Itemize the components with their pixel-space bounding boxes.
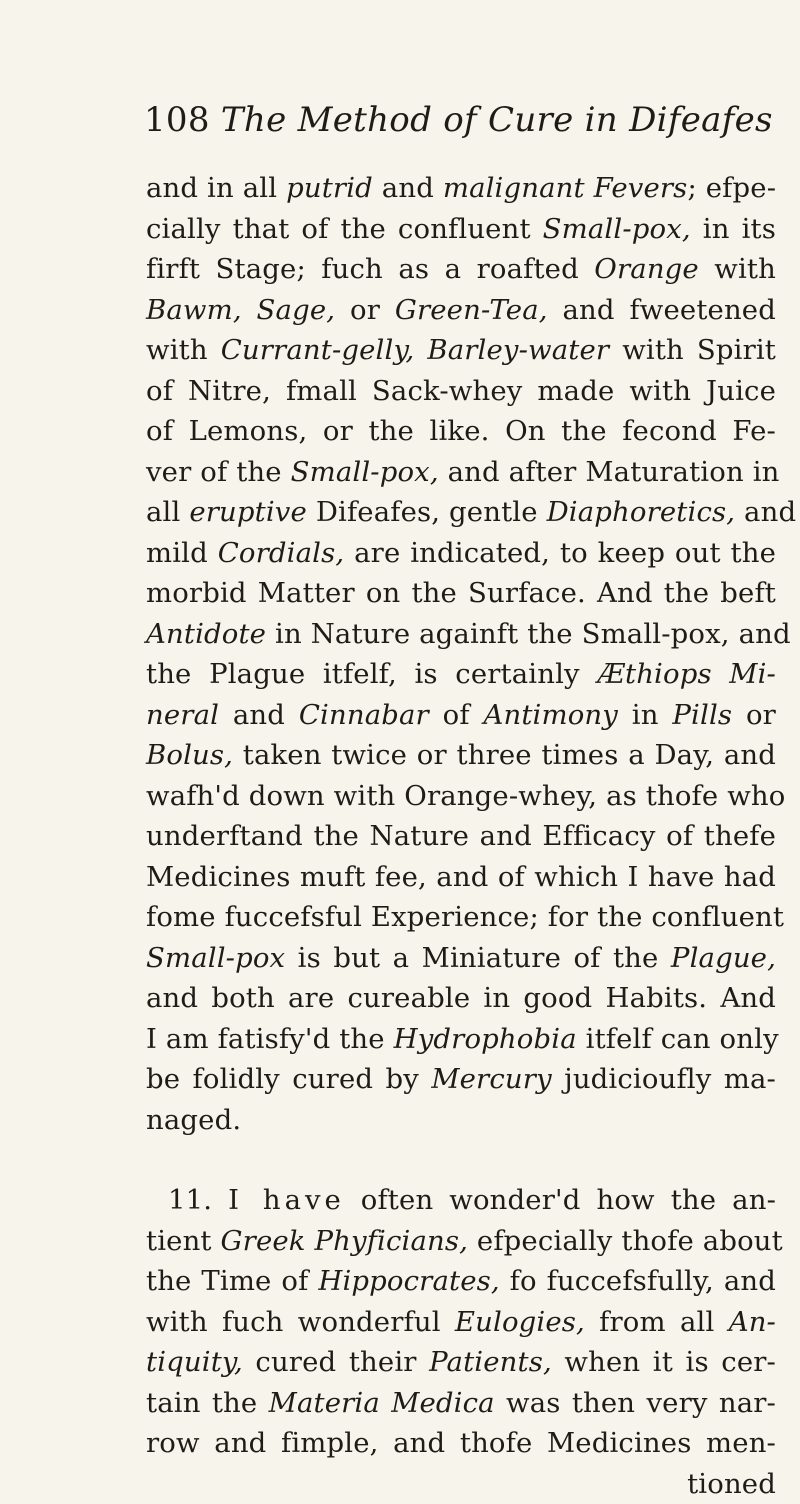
text-run: row and fimple, and thofe Medicines men-	[146, 1427, 776, 1459]
text-line	[146, 452, 776, 493]
italic-text: Small-pox,	[543, 213, 691, 245]
page-number: 108	[144, 100, 210, 140]
text-run: 11.	[168, 1184, 228, 1216]
italic-text: Patients,	[429, 1346, 552, 1378]
text-run: and in all	[146, 172, 286, 204]
text-run: fo fuccefsfully, and	[500, 1265, 776, 1297]
text-run: firft Stage; fuch as a roafted	[146, 253, 594, 285]
running-title: The Method of Cure in Difeafes	[221, 100, 773, 140]
text-line	[146, 654, 776, 695]
text-run: ver of the	[146, 456, 291, 488]
text-line	[146, 614, 776, 655]
italic-text: Small-pox	[146, 942, 285, 974]
text-run: I am fatisfy'd the	[146, 1023, 394, 1055]
text-run: and	[373, 172, 443, 204]
text-line	[146, 816, 776, 857]
text-run: Medicines muft fee, and of which I have had	[146, 861, 776, 893]
text-line	[146, 290, 776, 331]
text-run: wafh'd down with Orange-whey, as thofe who	[146, 780, 785, 812]
text-line	[146, 1383, 776, 1424]
text-line	[146, 1423, 776, 1464]
text-line	[146, 1261, 776, 1302]
text-run: cured their	[243, 1346, 429, 1378]
text-line	[146, 695, 776, 736]
text-run: of Nitre, fmall Sack-whey made with Juice	[146, 375, 776, 407]
paragraph-2	[146, 1180, 776, 1504]
text-line	[146, 573, 776, 614]
italic-text: Hippocrates,	[318, 1265, 499, 1297]
text-line	[146, 533, 776, 574]
text-run: I have	[228, 1184, 345, 1216]
italic-text: Small-pox,	[291, 456, 439, 488]
italic-text: Greek Phyficians,	[221, 1225, 469, 1257]
text-line	[146, 492, 776, 533]
text-run: with fuch wonderful	[146, 1306, 455, 1338]
italic-text: malignant Fevers	[443, 172, 688, 204]
italic-text: Pills	[672, 699, 732, 731]
text-run: morbid Matter on the Surface. And the beft	[146, 577, 776, 609]
italic-text: Cinnabar	[299, 699, 429, 731]
text-run: with	[146, 334, 221, 366]
text-run: and	[219, 699, 299, 731]
text-run: in its	[691, 213, 776, 245]
text-run: underftand the Nature and Efficacy of thefe	[146, 820, 776, 852]
text-run: the Plague itfelf, is certainly	[146, 658, 597, 690]
text-run: tient	[146, 1225, 221, 1257]
text-run: are indicated, to keep out the	[344, 537, 776, 569]
text-run: when it is cer-	[552, 1346, 776, 1378]
text-run: was then very nar-	[495, 1387, 776, 1419]
text-run: efpecially thofe about	[468, 1225, 783, 1257]
italic-text: Hydrophobia	[394, 1023, 577, 1055]
text-run: of	[429, 699, 484, 731]
text-run: judicioufly ma-	[552, 1063, 776, 1095]
italic-text: Materia Medica	[269, 1387, 495, 1419]
italic-text: eruptive	[189, 496, 307, 528]
text-line	[146, 735, 776, 776]
text-line	[146, 1100, 776, 1141]
text-run: from all	[585, 1306, 729, 1338]
page-body	[146, 168, 776, 1504]
text-run: all	[146, 496, 189, 528]
italic-text: neral	[146, 699, 219, 731]
text-run: the Time of	[146, 1265, 318, 1297]
text-run: or	[732, 699, 776, 731]
italic-text: Æthiops Mi-	[597, 658, 776, 690]
text-line	[146, 1059, 776, 1100]
text-line	[146, 411, 776, 452]
italic-text: Antidote	[146, 618, 266, 650]
text-run: ; efpe-	[687, 172, 776, 204]
text-line	[146, 1302, 776, 1343]
italic-text: Cordials,	[218, 537, 345, 569]
text-run: often wonder'd how the an-	[345, 1184, 776, 1216]
italic-text: tiquity,	[146, 1346, 243, 1378]
text-line	[146, 371, 776, 412]
text-line	[146, 1180, 776, 1221]
text-line	[146, 209, 776, 250]
text-run: or	[335, 294, 395, 326]
text-line	[146, 1464, 776, 1504]
text-line	[146, 1019, 776, 1060]
italic-text: Orange	[594, 253, 699, 285]
text-line	[146, 1342, 776, 1383]
text-run: is but a Miniature of the	[285, 942, 671, 974]
text-line	[146, 897, 776, 938]
text-run: in	[618, 699, 672, 731]
italic-text: Mercury	[431, 1063, 551, 1095]
text-run: with Spirit	[609, 334, 776, 366]
italic-text: Bawm, Sage,	[146, 294, 335, 326]
italic-text: Green-Tea,	[395, 294, 548, 326]
text-run: be folidly cured by	[146, 1063, 431, 1095]
italic-text: Diaphoretics,	[547, 496, 736, 528]
text-line	[146, 938, 776, 979]
running-header	[144, 100, 773, 140]
text-line	[146, 249, 776, 290]
text-line	[146, 1221, 776, 1262]
text-run: and	[735, 496, 796, 528]
text-line	[146, 168, 776, 209]
text-run: mild	[146, 537, 218, 569]
italic-text: Plague,	[671, 942, 776, 974]
text-run: and after Maturation in	[439, 456, 780, 488]
paragraph-1	[146, 168, 776, 1140]
text-line	[146, 978, 776, 1019]
italic-text: Bolus,	[146, 739, 233, 771]
italic-text: Antimony	[483, 699, 618, 731]
text-line	[146, 776, 776, 817]
italic-text: Eulogies,	[455, 1306, 585, 1338]
text-run: in Nature againft the Small-pox, and	[266, 618, 791, 650]
text-run: and fweetened	[548, 294, 776, 326]
text-run: itfelf can only	[577, 1023, 779, 1055]
text-run: Difeafes, gentle	[307, 496, 547, 528]
italic-text: An-	[729, 1306, 776, 1338]
text-run: and both are cureable in good Habits. And	[146, 982, 776, 1014]
text-run: fome fuccefsful Experience; for the confluent	[146, 901, 784, 933]
italic-text: Currant-gelly, Barley-water	[221, 334, 610, 366]
text-run: taken twice or three times a Day, and	[233, 739, 776, 771]
text-run: tioned	[687, 1468, 776, 1500]
italic-text: putrid	[286, 172, 373, 204]
text-run: with	[699, 253, 776, 285]
text-run: tain the	[146, 1387, 269, 1419]
text-line	[146, 330, 776, 371]
text-run: cially that of the confluent	[146, 213, 543, 245]
text-run: of Lemons, or the like. On the fecond Fe-	[146, 415, 776, 447]
text-line	[146, 857, 776, 898]
text-run: naged.	[146, 1104, 241, 1136]
